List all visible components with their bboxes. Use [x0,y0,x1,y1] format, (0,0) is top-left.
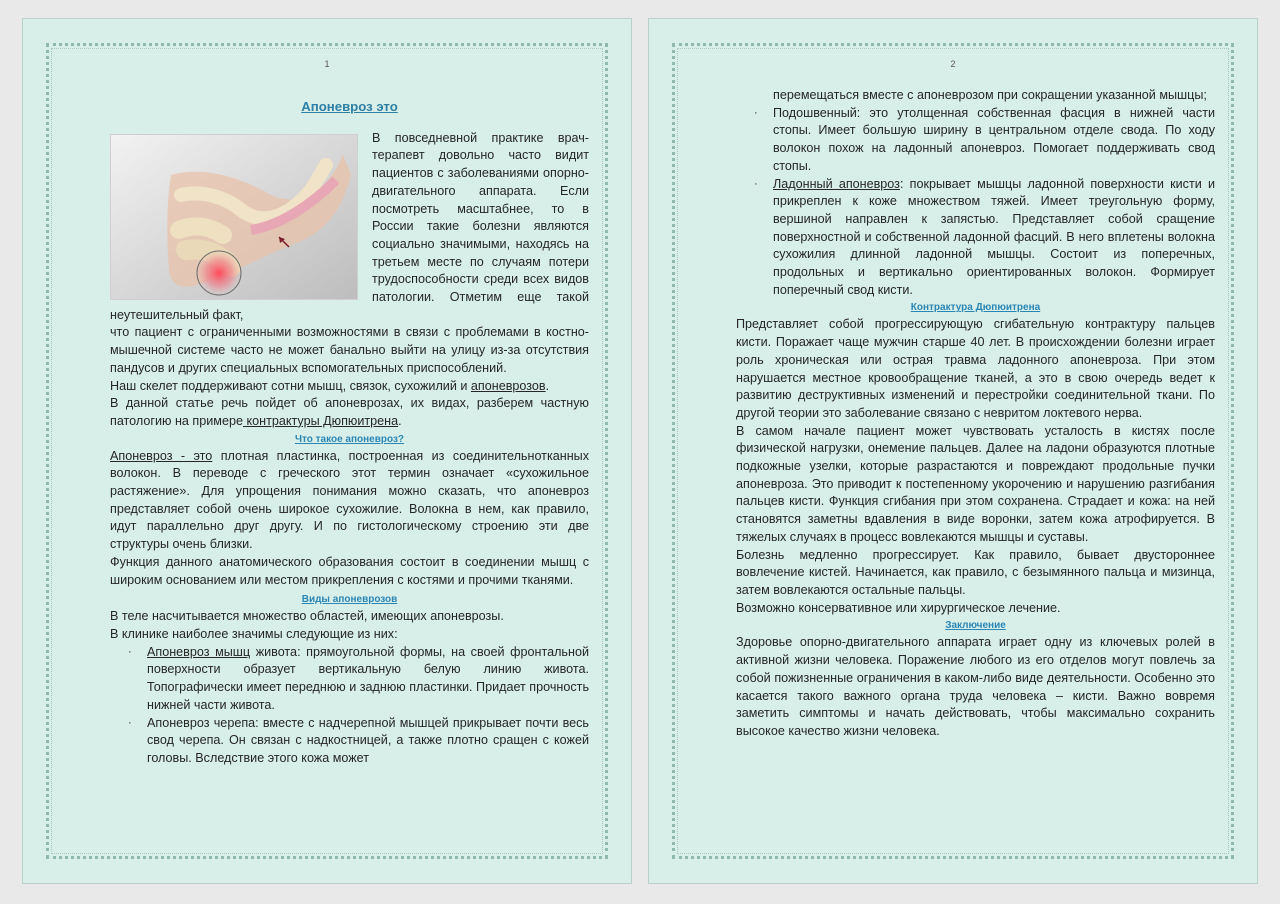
abdominal-aponeurosis-link[interactable]: Апоневроз мышц [147,644,251,659]
text-run: В данной статье речь пойдет об апоневрозах, их видах, разберем частную патологию на примере [110,396,589,428]
text-run: . [545,378,550,393]
bullet-text: Апоневроз черепа: вместе с надчерепной мышцей прикрывает почти весь свод черепа. Он связан с надкостницей, а также плотно сращен с кожей головы. Вследствие этого кожа может [147,715,589,765]
types-intro-1: В теле насчитывается множество областей, имеющих апоневрозы. [110,609,504,624]
paragraph: Возможно консервативное или хирургическое лечение. [736,600,1061,615]
page-2 [648,18,1258,884]
section-heading-conclusion: Заключение [945,620,1006,632]
page-content [736,87,1215,741]
section-heading-types: Виды апоневрозов [301,594,398,606]
bullet-text: Подошвенный: это утолщенная собственная фасция в нижней части стопы. Имеет большую ширину в центральном отделе свода. По ходу волокон похож на ладонный апоневроз. Помогает поддерживать свод стопы. [773,105,1215,173]
paragraph: Болезнь медленно прогрессирует. Как правило, бывает двустороннее вовлечение кистей. Начинается, как правило, с безымянного пальца и мизинца, затем вовлекаются остальные пальцы. [736,547,1215,597]
list-item [736,105,1215,176]
list-item [110,644,589,715]
dupuytren-link[interactable]: контрактуры Дюпюитрена [242,413,399,428]
paragraph: Здоровье опорно-двигательного аппарата играет одну из ключевых ролей в активной жизни человека. Поражение любого из его отделов могут повлечь за собой пожизненные ограничения в каком-либо виде деятельности. Особенно это касается такого важного органа труда человека – кисти. Важно вовремя заметить симптомы и начать действовать, чтобы максимально сохранить высокое качество жизни человека. [736,635,1215,738]
section-heading-what-is: Что такое апоневроз? [294,433,405,445]
intro-paragraph: В повседневной практике врач-терапевт довольно часто видит пациентов с заболеваниями опорно-двигательного аппарата. Если посмотреть масштабнее, то в России такие болезни являются социально значимыми, находясь на третьем месте по случаям потери трудоспособности среди всех видов патологии. Отметим еще такой неутешительный факт, [110,130,589,322]
list-item-continued [736,87,1215,105]
text-run: плотная пластинка, построенная из соединительнотканных волокон. В переводе с греческого этот термин означает «сухожильное растяжение». Для упрощения понимания можно сказать, что апоневроз представляет собой очень широкое сухожилие. Волокна в нем, как правило, идут параллельно друг другу. И по гистологическому строению эти две структуры очень близки. [110,448,589,552]
bullet-text: перемещаться вместе с апоневрозом при сокращении указанной мышцы; [773,88,1207,102]
paragraph: В самом начале пациент может чувствовать усталость в кистях после физической нагрузки, онемение пальцев. Далее на ладони образуются плотные подкожные узелки, которые разрастаются и повреждают продольные пучки апоневроза. Это приводит к постепенному укорочению и нарушению разгибания пальцев кисти. Функция сгибания при этом сохранена. Страдает и кожа: на ней становятся заметны вдавления в виде воронки, затем кожа атрофируется. В тяжелых случаях в процесс вовлекаются мышцы и суставы. [736,423,1215,544]
text-run: Наш скелет поддерживают сотни мышц, связок, сухожилий и [110,378,471,393]
foot-anatomy-image [110,134,358,300]
skeleton-paragraph [110,378,589,396]
bullet-text [773,176,1215,300]
section-heading-dupuytren: Контрактура Дюпюитрена [910,302,1041,314]
document-title: Апоневроз это [301,99,398,114]
bullet-icon: · [128,645,132,658]
text-run: : покрывает мышцы ладонной поверхности кисти и прикреплен к коже множеством тяжей. Имеет треугольную форму, вершиной направлен к запястью. Представляет собой сращение поверхностной и собственной ладонной фасций. В него вплетены волокна сухожилия длинной ладонной мышцы. Состоит из поперечных, продольных и вертикально ориентированных волокон. Формирует поперечный свод кисти. [773,176,1216,297]
bullet-text [147,644,589,715]
page-content [110,84,589,768]
definition-paragraph [110,448,589,554]
types-intro-2: В клинике наиболее значимы следующие из них: [110,626,398,641]
article-paragraph [110,395,589,430]
aponeurosis-link[interactable]: апоневрозов [470,378,546,393]
intro-paragraph-continued: что пациент с ограниченными возможностями в связи с проблемами в костно-мышечной системе часто не может банально выйти на улицу из-за отсутствия пандусов и других специальных вспомогательных приспособлений. [110,325,589,375]
function-paragraph: Функция данного анатомического образования состоит в соединении мышц с широким основанием или местом прикрепления с костями и прочими тканями. [110,554,589,587]
paragraph: Представляет собой прогрессирующую сгибательную контрактуру пальцев кисти. Поражает чаще мужчин старше 40 лет. В происхождении болезни играет роль хроническая или острая травма ладонного апоневроза. При этом нарушается местное кровообращение тканей, а это в свою очередь ведет к развитию деструктивных изменений и перестройки соединительной ткани. По другой теории это заболевание связано с невритом локтевого нерва. [736,317,1215,420]
list-item [110,715,589,768]
page-number: 2 [950,59,956,69]
definition-link[interactable]: Апоневроз - это [110,448,213,463]
bullet-icon: · [754,106,758,119]
bullet-icon: · [754,177,758,190]
foot-anatomy-illustration [111,135,357,299]
list-item [736,176,1215,300]
text-run: . [398,413,402,428]
text-run: живота: прямоугольной формы, на своей фронтальной поверхности образует вертикальную белую линию живота. Топографически имеет переднюю и заднюю пластинки. Придает прочность нижней части живота. [147,644,590,712]
page-1 [22,18,632,884]
bullet-icon: · [128,716,132,729]
page-number: 1 [324,59,330,69]
palmar-aponeurosis-link[interactable]: Ладонный апоневроз [773,176,900,191]
